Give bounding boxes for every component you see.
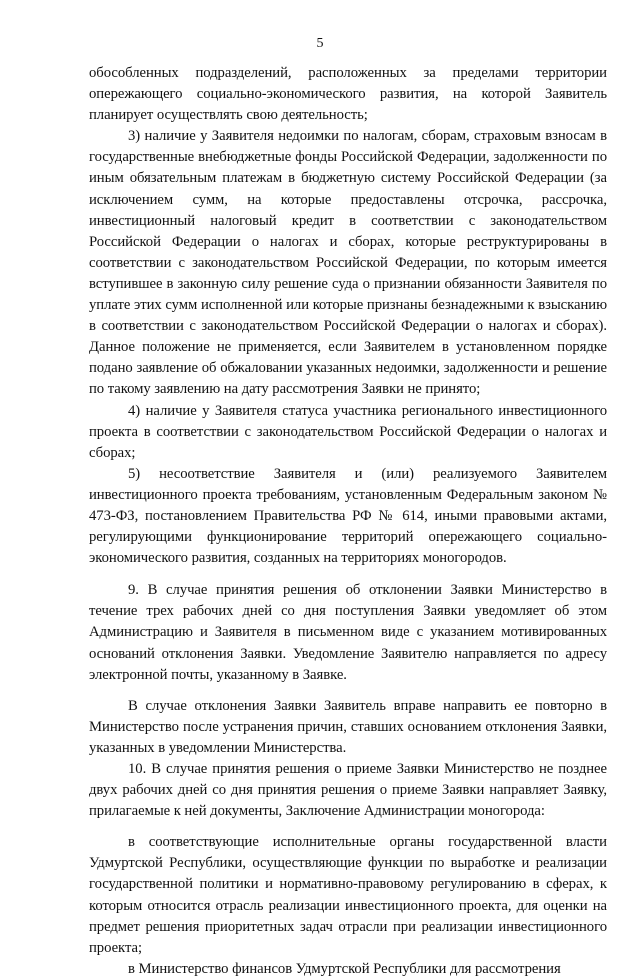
paragraph-item-4: 4) наличие у Заявителя статуса участника регионального инвестиционного проекта в соответствии с законодательством Российской Федерации о налогах и сборах; [89,402,607,461]
document-body [89,63,607,980]
paragraph-clause-10: 10. В случае принятия решения о приеме Заявки Министерство не позднее двух рабочих дней со дня принятия решения о приеме Заявки направляет Заявку, прилагаемые к ней документы, Заключение Администрации моногорода: [89,761,607,820]
paragraph-continuation: обособленных подразделений, расположенных за пределами территории опережающего социально-экономического развития, на которой Заявитель планирует осуществлять свою деятельность; [89,65,607,124]
paragraph-ministry-finance: в Министерство финансов Удмуртской Республики для рассмотрения [128,960,561,977]
paragraph-clause-9: 9. В случае принятия решения об отклонении Заявки Министерство в течение трех рабочих дней со дня поступления Заявки уведомляет об этом Администрацию и Заявителя в письменном виде с указанием мотивированных оснований отклонения Заявки. Уведомление Заявителю направляется по адресу электронной почты, указанному в Заявке. [89,582,607,683]
paragraph-executive-bodies: в соответствующие исполнительные органы государственной власти Удмуртской Республики, осуществляющие функции по выработке и реализации государственной политики и нормативно-правовому регулированию в сферах, к которым относится отрасль реализации инвестиционного проекта, для оценки на предмет решения приоритетных задач отрасли при реализации инвестиционного проекта; [89,834,607,956]
paragraph-repeat-submission: В случае отклонения Заявки Заявитель вправе направить ее повторно в Министерство после устранения причин, ставших основанием отклонения Заявки, указанных в уведомлении Министерства. [89,697,607,756]
page-number: 5 [316,36,324,51]
paragraph-item-5: 5) несоответствие Заявителя и (или) реализуемого Заявителем инвестиционного проекта требованиям, установленным Федеральным законом № 473-ФЗ, постановлением Правительства РФ № 614, иными правовыми актами, регулирующими функционирование территорий опережающего социально-экономического развития, созданных на территориях моногородов. [89,465,607,567]
paragraph-item-3: 3) наличие у Заявителя недоимки по налогам, сборам, страховым взносам в государственные внебюджетные фонды Российской Федерации, задолженности по иным обязательным платежам в бюджетную систему Российской Федерации (за исключением сумм, на которые предоставлены отсрочка, рассрочка, инвестиционный налоговый кредит в соответствии с законодательством Российской Федерации о налогах и сборах, которые реструктурированы в соответствии с законодательством Российской Федерации, по которым имеется вступившее в законную силу решение суда о признании обязанности Заявителя по уплате этих сумм исполненной или которые признаны безнадежными к взысканию в соответствии с законодательством Российской Федерации о налогах и сборах). Данное положение не применяется, если Заявителем в установленном порядке подано заявление об обжаловании указанных недоимки, задолженности и решение по такому заявлению на дату рассмотрения Заявки не принято; [89,128,607,398]
